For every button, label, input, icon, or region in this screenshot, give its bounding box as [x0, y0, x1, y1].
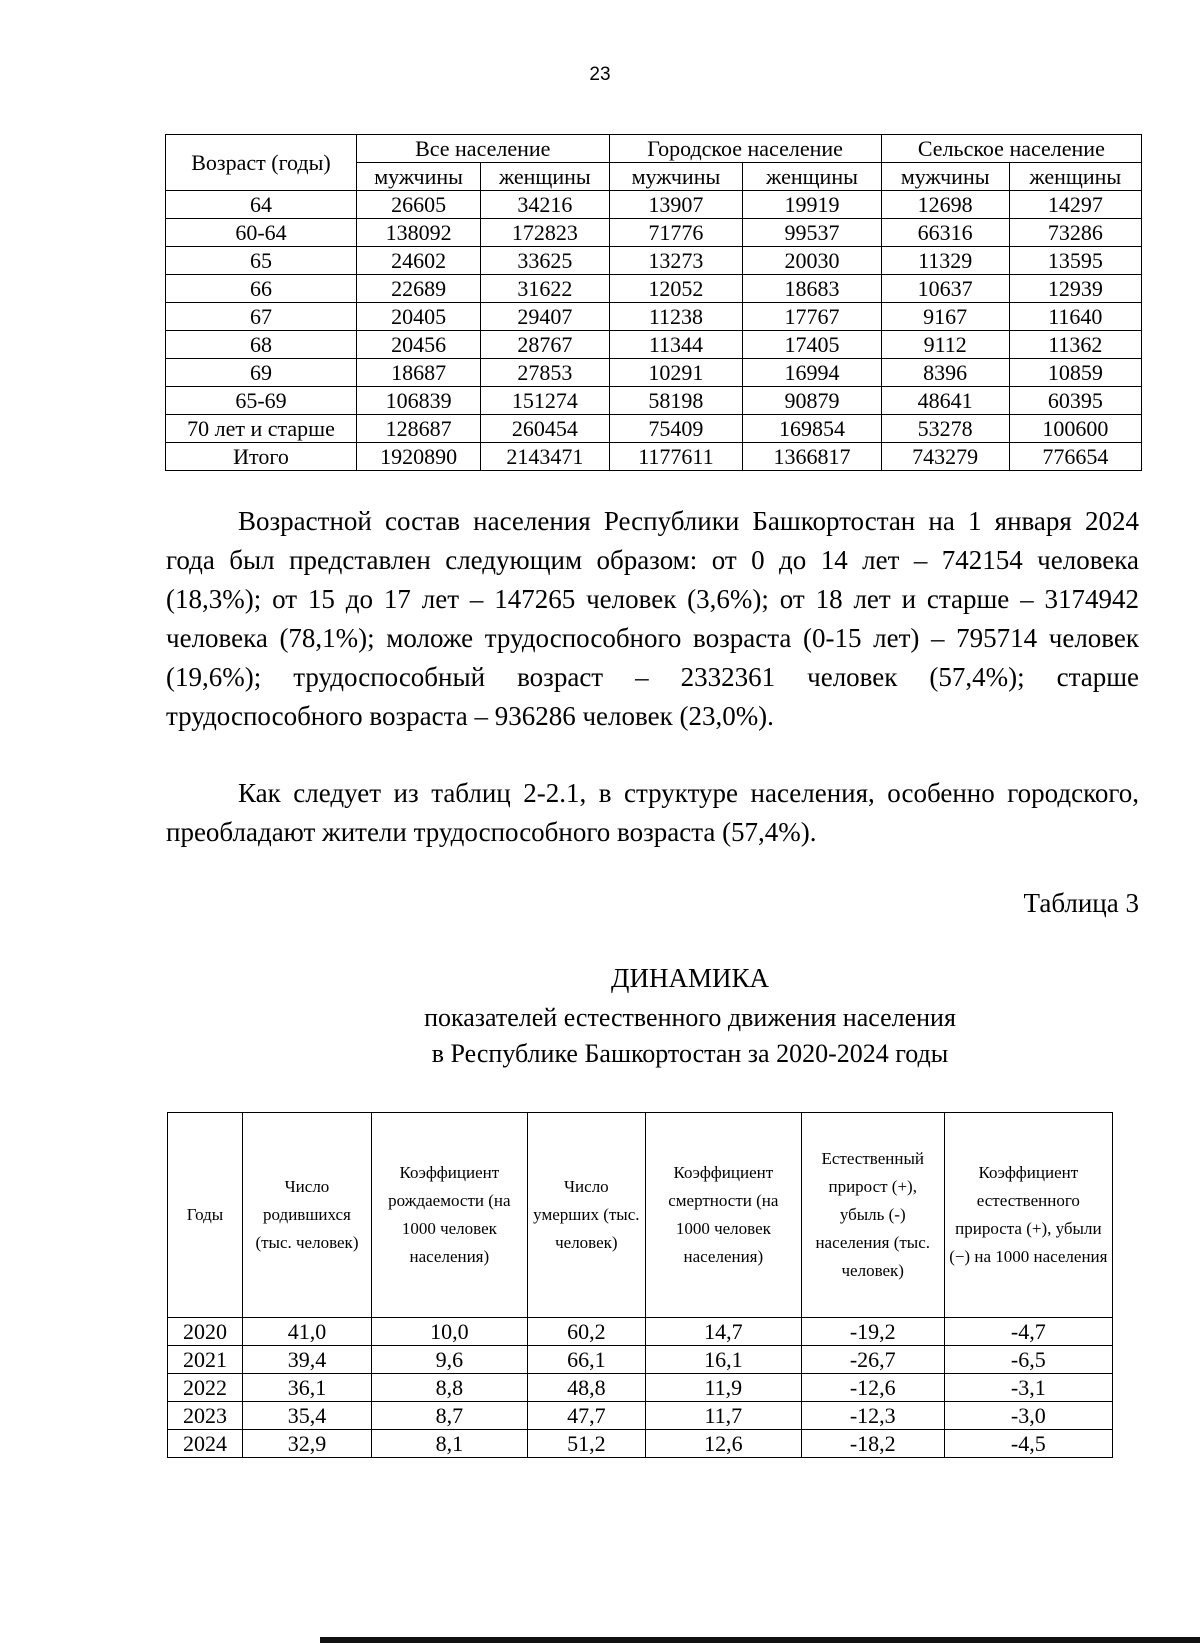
page-number: 23 [589, 64, 611, 85]
table-title: ДИНАМИКА [611, 963, 769, 993]
value-cell: 13595 [1009, 247, 1141, 275]
value-cell: 11238 [609, 303, 743, 331]
value-cell: 18683 [743, 275, 881, 303]
value-cell: 19919 [743, 191, 881, 219]
value-cell: 20456 [357, 331, 481, 359]
age-cell: 70 лет и старше [166, 415, 357, 443]
table-row [166, 247, 1142, 275]
age-cell: 64 [166, 191, 357, 219]
value-cell: 26605 [357, 191, 481, 219]
value-cell: 151274 [481, 387, 609, 415]
paragraph-conclusion: Как следует из таблиц 2-2.1, в структуре населения, особенно городского, преобладают жители трудоспособного возраста (57,4%). [166, 778, 1139, 847]
value-cell: 36,1 [243, 1374, 372, 1402]
value-cell: 169854 [743, 415, 881, 443]
header-sub-women: женщины [1009, 163, 1141, 191]
value-cell: 16994 [743, 359, 881, 387]
table-row [166, 415, 1142, 443]
table-row [168, 1318, 1113, 1346]
table-subtitle-line2: в Республике Башкортостан за 2020-2024 годы [431, 1039, 949, 1068]
value-cell: 71776 [609, 219, 743, 247]
value-cell: -12,6 [801, 1374, 944, 1402]
value-cell: 18687 [357, 359, 481, 387]
value-cell: 10637 [881, 275, 1009, 303]
age-cell: 67 [166, 303, 357, 331]
table-row [168, 1402, 1113, 1430]
value-cell: 2143471 [481, 443, 609, 471]
value-cell: 22689 [357, 275, 481, 303]
value-cell: 24602 [357, 247, 481, 275]
value-cell: 100600 [1009, 415, 1141, 443]
column-header: Коэффициент рождаемости (на 1000 человек населения) [371, 1113, 527, 1318]
value-cell: 20405 [357, 303, 481, 331]
value-cell: 9,6 [371, 1346, 527, 1374]
value-cell: 172823 [481, 219, 609, 247]
header-age: Возраст (годы) [166, 135, 357, 191]
header-sub-men: мужчины [357, 163, 481, 191]
value-cell: 75409 [609, 415, 743, 443]
value-cell: 8396 [881, 359, 1009, 387]
year-cell: 2024 [168, 1430, 243, 1458]
header-sub-men: мужчины [881, 163, 1009, 191]
header-group-all: Все население [357, 135, 610, 163]
value-cell: 90879 [743, 387, 881, 415]
value-cell: 11640 [1009, 303, 1141, 331]
header-group-rural: Сельское население [881, 135, 1141, 163]
value-cell: 11329 [881, 247, 1009, 275]
value-cell: 138092 [357, 219, 481, 247]
value-cell: -4,5 [944, 1430, 1112, 1458]
column-header: Естественный прирост (+), убыль (-) населения (тыс. человек) [801, 1113, 944, 1318]
table-row [166, 387, 1142, 415]
value-cell: 53278 [881, 415, 1009, 443]
value-cell: 41,0 [243, 1318, 372, 1346]
value-cell: 10291 [609, 359, 743, 387]
value-cell: 14297 [1009, 191, 1141, 219]
value-cell: 11344 [609, 331, 743, 359]
value-cell: 17405 [743, 331, 881, 359]
column-header: Число родившихся (тыс. человек) [243, 1113, 372, 1318]
value-cell: 99537 [743, 219, 881, 247]
value-cell: -3,1 [944, 1374, 1112, 1402]
value-cell: 66316 [881, 219, 1009, 247]
value-cell: 12698 [881, 191, 1009, 219]
year-cell: 2022 [168, 1374, 243, 1402]
value-cell: 10,0 [371, 1318, 527, 1346]
column-header: Коэффициент естественного прироста (+), убыли (−) на 1000 населения [944, 1113, 1112, 1318]
value-cell: 58198 [609, 387, 743, 415]
value-cell: 60395 [1009, 387, 1141, 415]
value-cell: 60,2 [527, 1318, 645, 1346]
value-cell: 17767 [743, 303, 881, 331]
value-cell: -26,7 [801, 1346, 944, 1374]
value-cell: 48641 [881, 387, 1009, 415]
age-cell: 60-64 [166, 219, 357, 247]
column-header: Коэффициент смертности (на 1000 человек населения) [645, 1113, 801, 1318]
value-cell: 8,1 [371, 1430, 527, 1458]
header-sub-men: мужчины [609, 163, 743, 191]
value-cell: -3,0 [944, 1402, 1112, 1430]
value-cell: 27853 [481, 359, 609, 387]
value-cell: 32,9 [243, 1430, 372, 1458]
value-cell: 128687 [357, 415, 481, 443]
value-cell: 11,7 [645, 1402, 801, 1430]
age-cell: 65 [166, 247, 357, 275]
table-row [166, 191, 1142, 219]
table-row [166, 331, 1142, 359]
value-cell: 13907 [609, 191, 743, 219]
header-sub-women: женщины [743, 163, 881, 191]
value-cell: 106839 [357, 387, 481, 415]
value-cell: -12,3 [801, 1402, 944, 1430]
table-label: Таблица 3 [1023, 888, 1139, 918]
value-cell: 20030 [743, 247, 881, 275]
age-structure-table [165, 134, 1142, 471]
value-cell: 14,7 [645, 1318, 801, 1346]
value-cell: 47,7 [527, 1402, 645, 1430]
table-row [166, 359, 1142, 387]
year-cell: 2020 [168, 1318, 243, 1346]
value-cell: 48,8 [527, 1374, 645, 1402]
value-cell: -18,2 [801, 1430, 944, 1458]
value-cell: 9112 [881, 331, 1009, 359]
value-cell: 13273 [609, 247, 743, 275]
table-row [168, 1430, 1113, 1458]
value-cell: 34216 [481, 191, 609, 219]
value-cell: 10859 [1009, 359, 1141, 387]
value-cell: 776654 [1009, 443, 1141, 471]
age-cell: Итого [166, 443, 357, 471]
value-cell: 1920890 [357, 443, 481, 471]
year-cell: 2021 [168, 1346, 243, 1374]
value-cell: 29407 [481, 303, 609, 331]
value-cell: -19,2 [801, 1318, 944, 1346]
age-cell: 65-69 [166, 387, 357, 415]
table-row [166, 275, 1142, 303]
value-cell: 1177611 [609, 443, 743, 471]
value-cell: 11,9 [645, 1374, 801, 1402]
value-cell: 1366817 [743, 443, 881, 471]
table-row [166, 443, 1142, 471]
header-group-urban: Городское население [609, 135, 881, 163]
paragraph-age-composition: Возрастной состав населения Республики Башкортостан на 1 января 2024 года был представлен следующим образом: от 0 до 14 лет – 742154 человека (18,3%); от 15 до 17 лет – 147265 человек (3,6%); от 18 лет и старше – 3174942 человека (78,1%); моложе трудоспособного возраста (0-15 лет) – 795714 человек (19,6%); трудоспособный возраст – 2332361 человек (57,4%); старше трудоспособного возраста – 936286 человек (23,0%). [166, 506, 1139, 731]
value-cell: 31622 [481, 275, 609, 303]
value-cell: -4,7 [944, 1318, 1112, 1346]
table-row [166, 219, 1142, 247]
age-cell: 68 [166, 331, 357, 359]
value-cell: 260454 [481, 415, 609, 443]
dynamics-table [167, 1112, 1113, 1458]
value-cell: 9167 [881, 303, 1009, 331]
value-cell: 28767 [481, 331, 609, 359]
scan-edge-line [320, 1637, 1200, 1643]
year-cell: 2023 [168, 1402, 243, 1430]
value-cell: 51,2 [527, 1430, 645, 1458]
table-row [168, 1346, 1113, 1374]
age-cell: 66 [166, 275, 357, 303]
table-row [166, 303, 1142, 331]
value-cell: 35,4 [243, 1402, 372, 1430]
value-cell: 11362 [1009, 331, 1141, 359]
column-header: Годы [168, 1113, 243, 1318]
table-row [168, 1374, 1113, 1402]
value-cell: 8,7 [371, 1402, 527, 1430]
value-cell: 12052 [609, 275, 743, 303]
value-cell: 73286 [1009, 219, 1141, 247]
value-cell: 743279 [881, 443, 1009, 471]
value-cell: 12,6 [645, 1430, 801, 1458]
value-cell: 12939 [1009, 275, 1141, 303]
value-cell: 66,1 [527, 1346, 645, 1374]
value-cell: 8,8 [371, 1374, 527, 1402]
age-cell: 69 [166, 359, 357, 387]
table-subtitle-line1: показателей естественного движения населения [424, 1003, 956, 1032]
header-sub-women: женщины [481, 163, 609, 191]
value-cell: 16,1 [645, 1346, 801, 1374]
column-header: Число умерших (тыс. человек) [527, 1113, 645, 1318]
value-cell: 39,4 [243, 1346, 372, 1374]
value-cell: -6,5 [944, 1346, 1112, 1374]
value-cell: 33625 [481, 247, 609, 275]
